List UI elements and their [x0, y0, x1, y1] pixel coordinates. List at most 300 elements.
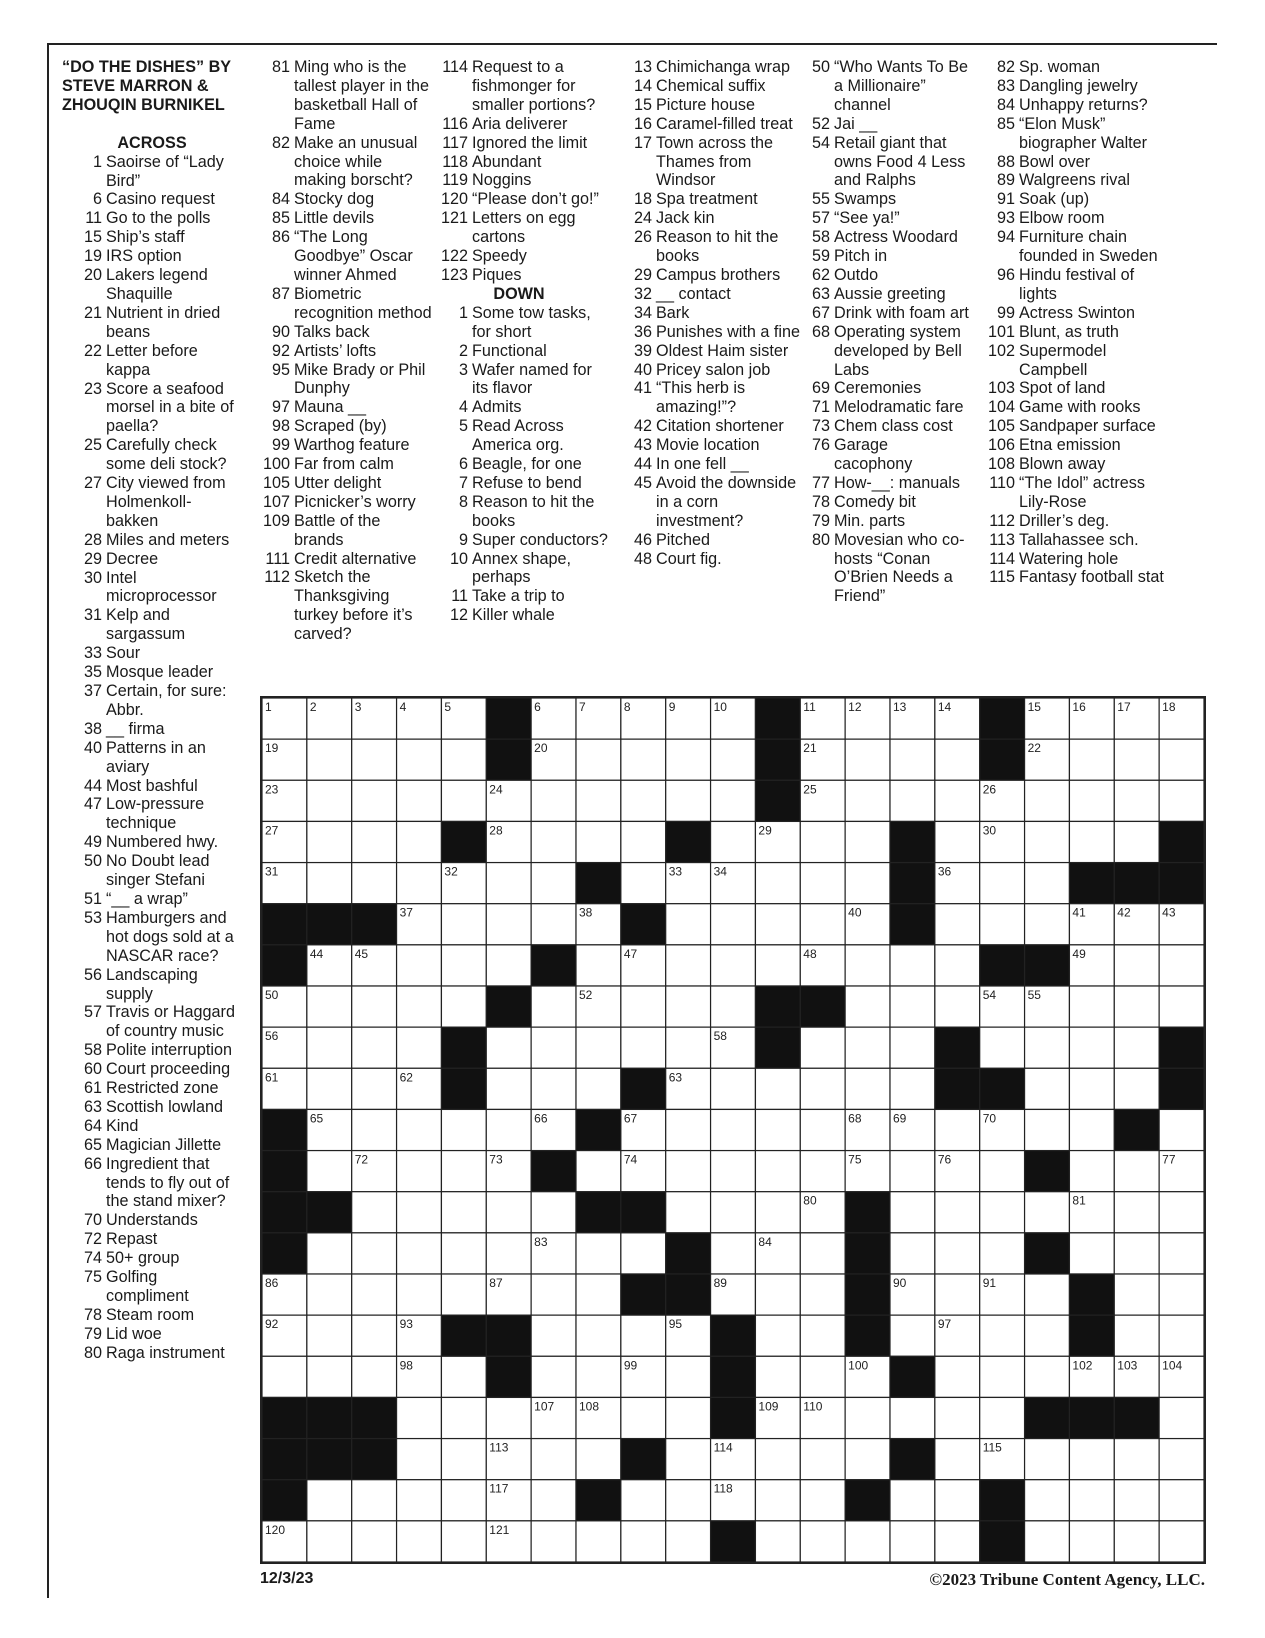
- clue-number: 63: [83, 1097, 102, 1116]
- grid-cell[interactable]: [1159, 739, 1204, 780]
- grid-cell[interactable]: [890, 1480, 935, 1521]
- grid-cell[interactable]: [1025, 1027, 1070, 1068]
- grid-cell[interactable]: [531, 1480, 576, 1521]
- clue-item: [612, 96, 800, 115]
- grid-cell[interactable]: [576, 1356, 621, 1397]
- grid-cell[interactable]: [576, 739, 621, 780]
- clue-number: 50: [83, 852, 102, 871]
- grid-cell[interactable]: [307, 1233, 352, 1274]
- grid-cell[interactable]: [576, 1233, 621, 1274]
- grid-cell[interactable]: [352, 1068, 397, 1109]
- grid-cell[interactable]: [621, 821, 666, 862]
- grid-cell[interactable]: [352, 863, 397, 904]
- grid-cell[interactable]: [1114, 780, 1159, 821]
- grid-cell[interactable]: [711, 904, 756, 945]
- cell-number: 63: [668, 1070, 683, 1085]
- grid-cell[interactable]: [845, 986, 890, 1027]
- grid-cell[interactable]: [621, 1397, 666, 1438]
- grid-cell[interactable]: [576, 1151, 621, 1192]
- grid-cell[interactable]: [800, 1356, 845, 1397]
- grid-cell[interactable]: [576, 1274, 621, 1315]
- crossword-grid: [260, 696, 1206, 1564]
- grid-cell[interactable]: [441, 739, 486, 780]
- grid-cell[interactable]: [576, 1068, 621, 1109]
- grid-cell[interactable]: [890, 1027, 935, 1068]
- grid-cell[interactable]: [531, 904, 576, 945]
- grid-cell[interactable]: [621, 1027, 666, 1068]
- grid-cell[interactable]: [890, 780, 935, 821]
- grid-cell[interactable]: [576, 1315, 621, 1356]
- grid-cell[interactable]: [1025, 821, 1070, 862]
- grid-cell[interactable]: [576, 780, 621, 821]
- grid-cell[interactable]: [486, 1109, 531, 1150]
- grid-cell[interactable]: [845, 739, 890, 780]
- grid-cell[interactable]: [980, 1397, 1025, 1438]
- grid-cell[interactable]: [531, 1027, 576, 1068]
- grid-cell[interactable]: [755, 945, 800, 986]
- grid-cell[interactable]: [531, 780, 576, 821]
- grid-cell[interactable]: [1159, 1233, 1204, 1274]
- grid-cell[interactable]: [441, 904, 486, 945]
- grid-cell[interactable]: [307, 986, 352, 1027]
- clue-item: [250, 417, 432, 436]
- grid-cell[interactable]: [307, 1521, 352, 1562]
- grid-cell[interactable]: [1025, 1439, 1070, 1480]
- grid-cell[interactable]: [1114, 1315, 1159, 1356]
- grid-cell[interactable]: [307, 1068, 352, 1109]
- clue-number: 68: [811, 322, 830, 341]
- grid-cell[interactable]: [666, 739, 711, 780]
- grid-cell[interactable]: [531, 1315, 576, 1356]
- grid-cell[interactable]: [935, 986, 980, 1027]
- grid-cell[interactable]: [755, 1356, 800, 1397]
- grid-cell[interactable]: [755, 1192, 800, 1233]
- grid-cell[interactable]: [486, 1233, 531, 1274]
- clue-text: Intel microprocessor: [106, 568, 217, 606]
- grid-cell[interactable]: [1159, 1397, 1204, 1438]
- grid-cell[interactable]: [441, 986, 486, 1027]
- clue-number: 63: [811, 284, 830, 303]
- grid-cell[interactable]: [935, 945, 980, 986]
- grid-cell[interactable]: [621, 863, 666, 904]
- grid-cell[interactable]: [621, 1315, 666, 1356]
- grid-cell[interactable]: [352, 1109, 397, 1150]
- grid-cell[interactable]: [845, 1439, 890, 1480]
- grid-cell[interactable]: [621, 780, 666, 821]
- grid-cell[interactable]: [1114, 945, 1159, 986]
- grid-cell[interactable]: [441, 1439, 486, 1480]
- grid-cell[interactable]: [441, 1397, 486, 1438]
- grid-cell[interactable]: [397, 863, 442, 904]
- grid-cell[interactable]: [755, 1109, 800, 1150]
- grid-cell[interactable]: [980, 1192, 1025, 1233]
- grid-cell[interactable]: [307, 1356, 352, 1397]
- grid-cell[interactable]: [935, 1439, 980, 1480]
- grid-cell[interactable]: [800, 904, 845, 945]
- grid-cell[interactable]: [576, 821, 621, 862]
- grid-cell[interactable]: [621, 986, 666, 1027]
- grid-cell[interactable]: [890, 1233, 935, 1274]
- grid-block: [890, 1439, 935, 1480]
- clue-item: [62, 1155, 242, 1212]
- grid-cell[interactable]: [1114, 986, 1159, 1027]
- clue-number: 5: [458, 417, 468, 436]
- grid-cell[interactable]: [621, 739, 666, 780]
- grid-cell[interactable]: [666, 1151, 711, 1192]
- grid-cell[interactable]: [800, 1480, 845, 1521]
- grid-cell[interactable]: [307, 1315, 352, 1356]
- grid-cell[interactable]: [397, 780, 442, 821]
- grid-cell[interactable]: [486, 904, 531, 945]
- grid-cell[interactable]: [441, 1274, 486, 1315]
- grid-cell[interactable]: [1025, 1315, 1070, 1356]
- clue-number: 88: [996, 152, 1015, 171]
- grid-cell[interactable]: [980, 1233, 1025, 1274]
- grid-cell[interactable]: [441, 1233, 486, 1274]
- grid-cell[interactable]: [1114, 1521, 1159, 1562]
- grid-cell[interactable]: [486, 1027, 531, 1068]
- grid-cell[interactable]: [441, 1480, 486, 1521]
- grid-cell[interactable]: [935, 1233, 980, 1274]
- grid-cell[interactable]: [890, 1151, 935, 1192]
- grid-cell[interactable]: [890, 739, 935, 780]
- grid-cell[interactable]: [576, 945, 621, 986]
- grid-cell[interactable]: [935, 821, 980, 862]
- grid-cell[interactable]: [711, 780, 756, 821]
- clue-item: [62, 1325, 242, 1344]
- grid-cell[interactable]: [441, 1521, 486, 1562]
- grid-cell[interactable]: [1025, 1192, 1070, 1233]
- grid-cell[interactable]: [755, 1480, 800, 1521]
- grid-cell[interactable]: [307, 739, 352, 780]
- grid-cell[interactable]: [1159, 945, 1204, 986]
- grid-cell[interactable]: [397, 1439, 442, 1480]
- clue-item: [62, 720, 242, 739]
- grid-cell[interactable]: [441, 1109, 486, 1150]
- grid-cell[interactable]: [621, 1521, 666, 1562]
- grid-cell[interactable]: [1159, 1315, 1204, 1356]
- clue-number: 60: [83, 1060, 102, 1079]
- down-heading: DOWN: [493, 284, 545, 303]
- grid-cell[interactable]: [1114, 821, 1159, 862]
- grid-cell[interactable]: [845, 863, 890, 904]
- grid-cell[interactable]: [1159, 1109, 1204, 1150]
- grid-cell[interactable]: [1025, 1480, 1070, 1521]
- grid-cell[interactable]: [711, 1068, 756, 1109]
- grid-cell[interactable]: [352, 1274, 397, 1315]
- grid-cell[interactable]: [1114, 1233, 1159, 1274]
- grid-cell[interactable]: [755, 1439, 800, 1480]
- grid-cell[interactable]: [307, 821, 352, 862]
- grid-cell[interactable]: [666, 904, 711, 945]
- grid-cell[interactable]: [755, 1274, 800, 1315]
- grid-cell[interactable]: [845, 945, 890, 986]
- cell-number: 23: [265, 782, 279, 797]
- grid-cell[interactable]: [845, 1068, 890, 1109]
- grid-cell[interactable]: [1069, 1233, 1114, 1274]
- grid-cell[interactable]: [980, 1151, 1025, 1192]
- grid-cell[interactable]: [845, 1397, 890, 1438]
- grid-cell[interactable]: [890, 945, 935, 986]
- grid-cell[interactable]: [441, 1192, 486, 1233]
- grid-cell[interactable]: [890, 1192, 935, 1233]
- grid-cell[interactable]: [890, 1397, 935, 1438]
- grid-cell[interactable]: [1069, 986, 1114, 1027]
- grid-cell[interactable]: [980, 904, 1025, 945]
- grid-cell[interactable]: [800, 1027, 845, 1068]
- grid-cell[interactable]: [935, 904, 980, 945]
- grid-cell[interactable]: [980, 863, 1025, 904]
- grid-cell[interactable]: [262, 1356, 307, 1397]
- grid-cell[interactable]: [441, 1356, 486, 1397]
- grid-cell[interactable]: [307, 1274, 352, 1315]
- grid-cell[interactable]: [486, 1068, 531, 1109]
- grid-cell[interactable]: [800, 1315, 845, 1356]
- grid-cell[interactable]: [935, 1397, 980, 1438]
- grid-cell[interactable]: [397, 1397, 442, 1438]
- grid-cell[interactable]: [980, 1356, 1025, 1397]
- grid-cell[interactable]: [666, 1439, 711, 1480]
- grid-cell[interactable]: [800, 1109, 845, 1150]
- grid-cell[interactable]: [531, 1068, 576, 1109]
- grid-cell[interactable]: [621, 1233, 666, 1274]
- grid-cell[interactable]: [531, 986, 576, 1027]
- grid-cell[interactable]: [935, 1274, 980, 1315]
- grid-cell[interactable]: [441, 1151, 486, 1192]
- grid-cell[interactable]: [441, 780, 486, 821]
- grid-block: [262, 1439, 307, 1480]
- clue-number: 23: [83, 379, 102, 398]
- grid-cell[interactable]: [576, 1439, 621, 1480]
- grid-cell[interactable]: [1069, 1027, 1114, 1068]
- grid-cell[interactable]: [935, 1192, 980, 1233]
- grid-cell[interactable]: [1025, 1521, 1070, 1562]
- grid-cell[interactable]: [531, 1274, 576, 1315]
- grid-cell[interactable]: [1159, 1439, 1204, 1480]
- clue-text: Mike Brady or Phil Dunphy: [294, 360, 430, 398]
- grid-cell[interactable]: [1025, 904, 1070, 945]
- grid-cell[interactable]: [441, 945, 486, 986]
- clue-item: [975, 455, 1165, 474]
- grid-cell[interactable]: [711, 1192, 756, 1233]
- grid-cell[interactable]: [397, 1233, 442, 1274]
- grid-cell[interactable]: [755, 1151, 800, 1192]
- grid-cell[interactable]: [666, 945, 711, 986]
- grid-cell[interactable]: [755, 1315, 800, 1356]
- grid-cell[interactable]: [1114, 1439, 1159, 1480]
- clue-item: [975, 58, 1165, 77]
- grid-cell[interactable]: [352, 780, 397, 821]
- grid-cell[interactable]: [1159, 1274, 1204, 1315]
- grid-cell[interactable]: [845, 821, 890, 862]
- grid-cell[interactable]: [397, 739, 442, 780]
- grid-cell[interactable]: [352, 1356, 397, 1397]
- grid-cell[interactable]: [531, 863, 576, 904]
- grid-cell[interactable]: [486, 863, 531, 904]
- grid-cell[interactable]: [1069, 821, 1114, 862]
- grid-cell[interactable]: [621, 1480, 666, 1521]
- grid-cell[interactable]: [800, 1068, 845, 1109]
- grid-cell[interactable]: [1069, 1439, 1114, 1480]
- grid-cell[interactable]: [397, 1192, 442, 1233]
- grid-cell[interactable]: [486, 945, 531, 986]
- clue-item: [62, 606, 242, 644]
- grid-cell[interactable]: [666, 1027, 711, 1068]
- grid-cell[interactable]: [307, 863, 352, 904]
- grid-cell[interactable]: [845, 1521, 890, 1562]
- grid-cell[interactable]: [1025, 1356, 1070, 1397]
- grid-cell[interactable]: [307, 1151, 352, 1192]
- grid-cell[interactable]: [845, 1027, 890, 1068]
- grid-cell[interactable]: [935, 1109, 980, 1150]
- grid-cell[interactable]: [397, 1027, 442, 1068]
- grid-cell[interactable]: [845, 780, 890, 821]
- cell-number: 62: [399, 1070, 413, 1085]
- grid-cell[interactable]: [666, 1356, 711, 1397]
- grid-cell[interactable]: [486, 1192, 531, 1233]
- grid-cell[interactable]: [711, 1151, 756, 1192]
- grid-cell[interactable]: [666, 780, 711, 821]
- grid-cell[interactable]: [755, 904, 800, 945]
- grid-cell[interactable]: [352, 1027, 397, 1068]
- grid-cell[interactable]: [800, 1151, 845, 1192]
- grid-cell[interactable]: [1114, 1192, 1159, 1233]
- grid-cell[interactable]: [1114, 739, 1159, 780]
- grid-cell[interactable]: [800, 863, 845, 904]
- grid-cell[interactable]: [1025, 863, 1070, 904]
- grid-cell[interactable]: [397, 1109, 442, 1150]
- grid-cell[interactable]: [666, 1192, 711, 1233]
- grid-block: [621, 1274, 666, 1315]
- grid-cell[interactable]: [1069, 1480, 1114, 1521]
- clue-number: 9: [458, 530, 468, 549]
- grid-cell[interactable]: [1025, 1274, 1070, 1315]
- grid-cell[interactable]: [800, 1521, 845, 1562]
- grid-cell[interactable]: [935, 1521, 980, 1562]
- cell-number: 47: [623, 946, 638, 961]
- grid-cell[interactable]: [397, 1151, 442, 1192]
- grid-cell[interactable]: [980, 1027, 1025, 1068]
- clue-item: [790, 398, 970, 417]
- grid-cell[interactable]: [1159, 1192, 1204, 1233]
- grid-cell[interactable]: [352, 1480, 397, 1521]
- grid-cell[interactable]: [890, 1521, 935, 1562]
- grid-cell[interactable]: [1069, 780, 1114, 821]
- grid-cell[interactable]: [1114, 1274, 1159, 1315]
- cell-number: 61: [265, 1070, 279, 1085]
- clue-item: [62, 190, 242, 209]
- clue-text: Walgreens rival: [1019, 171, 1130, 190]
- grid-cell[interactable]: [531, 821, 576, 862]
- grid-cell[interactable]: [576, 1521, 621, 1562]
- grid-cell[interactable]: [531, 1439, 576, 1480]
- grid-cell[interactable]: [1114, 1027, 1159, 1068]
- grid-cell[interactable]: [397, 821, 442, 862]
- grid-cell[interactable]: [935, 1480, 980, 1521]
- grid-cell[interactable]: [800, 821, 845, 862]
- grid-cell[interactable]: [1114, 1151, 1159, 1192]
- grid-cell[interactable]: [1159, 1521, 1204, 1562]
- grid-cell[interactable]: [711, 821, 756, 862]
- grid-cell[interactable]: [755, 863, 800, 904]
- grid-cell[interactable]: [890, 1068, 935, 1109]
- grid-cell[interactable]: [890, 1315, 935, 1356]
- clue-number: 54: [811, 133, 830, 152]
- grid-cell[interactable]: [576, 1027, 621, 1068]
- grid-cell[interactable]: [1069, 739, 1114, 780]
- grid-cell[interactable]: [980, 1315, 1025, 1356]
- grid-cell[interactable]: [397, 945, 442, 986]
- grid-cell[interactable]: [1069, 1109, 1114, 1150]
- grid-cell[interactable]: [1025, 1068, 1070, 1109]
- clue-text: Reason to hit the books: [472, 492, 599, 530]
- grid-cell[interactable]: [531, 1356, 576, 1397]
- grid-cell[interactable]: [1114, 1068, 1159, 1109]
- grid-cell[interactable]: [307, 1480, 352, 1521]
- grid-cell[interactable]: [1025, 1109, 1070, 1150]
- grid-cell[interactable]: [711, 1233, 756, 1274]
- grid-cell[interactable]: [397, 1274, 442, 1315]
- grid-cell[interactable]: [397, 1521, 442, 1562]
- grid-cell[interactable]: [352, 986, 397, 1027]
- clue-number: 8: [458, 492, 468, 511]
- grid-cell[interactable]: [711, 945, 756, 986]
- grid-cell[interactable]: [397, 986, 442, 1027]
- grid-cell[interactable]: [666, 1109, 711, 1150]
- grid-cell[interactable]: [307, 780, 352, 821]
- grid-cell[interactable]: [755, 1068, 800, 1109]
- grid-cell[interactable]: [935, 780, 980, 821]
- grid-cell[interactable]: [352, 1521, 397, 1562]
- grid-cell[interactable]: [711, 986, 756, 1027]
- grid-cell[interactable]: [800, 1439, 845, 1480]
- grid-cell[interactable]: [307, 1027, 352, 1068]
- grid-cell[interactable]: [531, 1192, 576, 1233]
- grid-cell[interactable]: [1069, 1521, 1114, 1562]
- grid-cell[interactable]: [666, 1397, 711, 1438]
- grid-cell[interactable]: [666, 1521, 711, 1562]
- grid-cell[interactable]: [935, 739, 980, 780]
- grid-cell[interactable]: [1114, 1480, 1159, 1521]
- grid-cell[interactable]: [1159, 1480, 1204, 1521]
- grid-cell[interactable]: [352, 1233, 397, 1274]
- grid-cell[interactable]: [352, 739, 397, 780]
- grid-block: [307, 1439, 352, 1480]
- grid-cell[interactable]: [935, 1356, 980, 1397]
- grid-cell[interactable]: [352, 821, 397, 862]
- grid-cell[interactable]: [800, 1233, 845, 1274]
- grid-cell[interactable]: [486, 1397, 531, 1438]
- grid-cell[interactable]: [666, 1480, 711, 1521]
- grid-cell[interactable]: [1069, 1068, 1114, 1109]
- grid-cell[interactable]: [531, 1521, 576, 1562]
- grid-cell[interactable]: [397, 1480, 442, 1521]
- grid-cell[interactable]: [711, 739, 756, 780]
- grid-cell[interactable]: [1159, 780, 1204, 821]
- grid-cell[interactable]: [800, 1274, 845, 1315]
- grid-cell[interactable]: [352, 1315, 397, 1356]
- clue-number: 70: [83, 1211, 102, 1230]
- grid-cell[interactable]: [1069, 1151, 1114, 1192]
- cell-number: 9: [668, 700, 676, 714]
- grid-cell[interactable]: [1159, 986, 1204, 1027]
- grid-cell[interactable]: [1025, 780, 1070, 821]
- grid-cell[interactable]: [711, 1109, 756, 1150]
- grid-cell[interactable]: [352, 1192, 397, 1233]
- grid-cell[interactable]: [666, 986, 711, 1027]
- grid-cell[interactable]: [755, 1521, 800, 1562]
- grid-cell[interactable]: [890, 986, 935, 1027]
